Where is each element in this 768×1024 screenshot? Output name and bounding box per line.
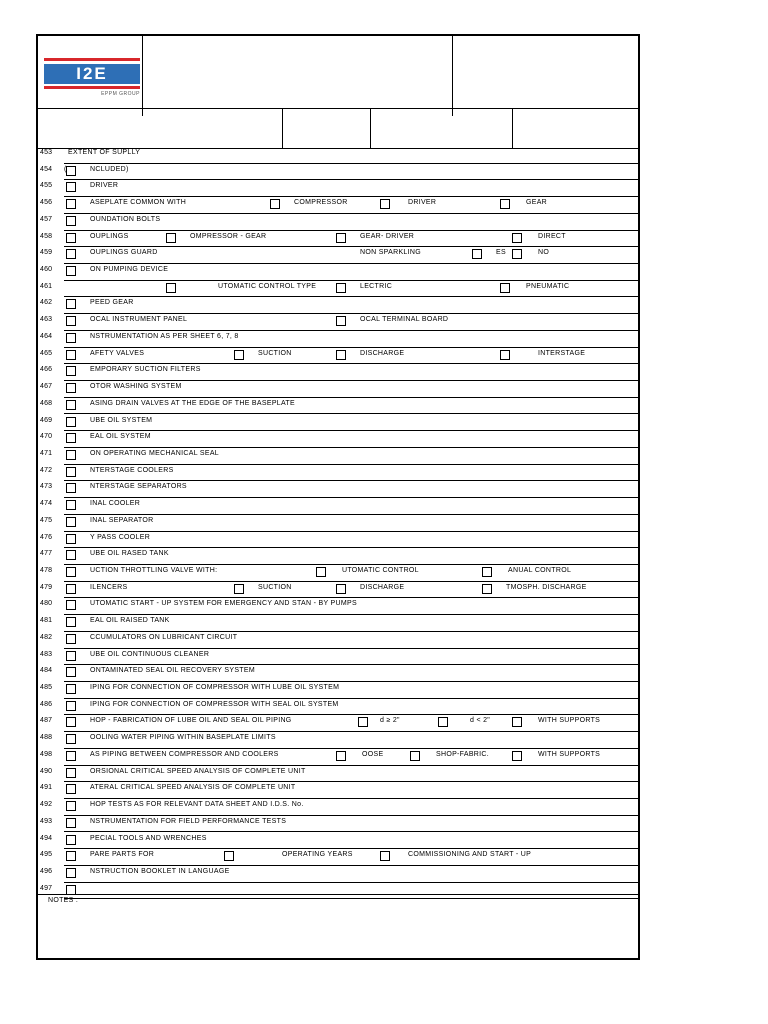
checkbox[interactable] (482, 584, 492, 594)
item-label: NO (538, 249, 550, 257)
checkbox[interactable] (66, 366, 76, 376)
item-label: COMPRESSOR (294, 199, 348, 207)
row-number: 493 (40, 817, 53, 825)
table-row (36, 364, 640, 381)
item-label: ASEPLATE COMMON WITH (90, 199, 187, 207)
checkbox[interactable] (66, 701, 76, 711)
item-label: NCLUDED) (90, 165, 129, 173)
item-label: ASING DRAIN VALVES AT THE EDGE OF THE BASEPLATE (90, 399, 295, 407)
row-number: 479 (40, 583, 53, 591)
item-label: AFETY VALVES (90, 349, 145, 357)
checkbox[interactable] (336, 233, 346, 243)
header-divider-2 (452, 36, 453, 116)
row-number: 461 (40, 282, 53, 290)
table-row (36, 481, 640, 498)
checkbox[interactable] (66, 266, 76, 276)
item-label: ONTAMINATED SEAL OIL RECOVERY SYSTEM (90, 667, 255, 675)
checkbox[interactable] (500, 199, 510, 209)
item-label: NTERSTAGE SEPARATORS (90, 483, 187, 491)
item-label: OUPLINGS (90, 232, 129, 240)
item-label: DRIVER (90, 182, 119, 190)
item-label: SUCTION (258, 583, 292, 591)
checkbox[interactable] (66, 483, 76, 493)
checkbox[interactable] (512, 249, 522, 259)
checkbox[interactable] (66, 534, 76, 544)
item-label: OUPLINGS GUARD (90, 249, 158, 257)
checkbox[interactable] (66, 885, 76, 895)
row-number: 498 (40, 750, 53, 758)
item-label: NSTRUMENTATION AS PER SHEET 6, 7, 8 (90, 332, 239, 340)
item-label: Y PASS COOLER (90, 533, 151, 541)
table-row (36, 849, 640, 866)
checkbox[interactable] (66, 667, 76, 677)
item-label: ON PUMPING DEVICE (90, 266, 169, 274)
checkbox[interactable] (66, 299, 76, 309)
checkbox[interactable] (66, 383, 76, 393)
checkbox[interactable] (66, 835, 76, 845)
item-label: UTOMATIC CONTROL (342, 567, 419, 574)
item-label: EAL OIL SYSTEM (90, 433, 151, 441)
checkbox[interactable] (66, 500, 76, 510)
table-row (36, 264, 640, 281)
item-label: AS PIPING BETWEEN COMPRESSOR AND COOLERS (90, 750, 279, 758)
item-label: INTERSTAGE (538, 349, 586, 357)
table-row (36, 732, 640, 749)
item-label: CCUMULATORS ON LUBRICANT CIRCUIT (90, 633, 238, 641)
checkbox[interactable] (66, 166, 76, 176)
item-label: NON SPARKLING (360, 249, 421, 257)
checkbox[interactable] (66, 868, 76, 878)
item-label: PNEUMATIC (526, 282, 570, 290)
row-number: 473 (40, 483, 53, 491)
table-row (36, 331, 640, 348)
table-row (36, 415, 640, 432)
table-row (36, 348, 640, 365)
checkbox[interactable] (66, 333, 76, 343)
row-number: 466 (40, 366, 53, 374)
row-number: 467 (40, 383, 53, 391)
checkbox[interactable] (472, 249, 482, 259)
item-label: ON OPERATING MECHANICAL SEAL (90, 449, 219, 457)
row-number: 492 (40, 801, 53, 809)
item-label: HOP TESTS AS FOR RELEVANT DATA SHEET AND I.D.S. No. (90, 801, 304, 809)
item-label: OOSE (362, 750, 384, 758)
table-row (36, 565, 640, 582)
table-row (36, 699, 640, 716)
company-logo (44, 56, 140, 116)
row-number: 476 (40, 533, 53, 541)
checkbox[interactable] (234, 584, 244, 594)
row-number: 481 (40, 617, 53, 625)
checkbox[interactable] (380, 199, 390, 209)
item-label: COMMISSIONING AND START - UP (408, 851, 532, 859)
row-number: 477 (40, 550, 53, 558)
checkbox[interactable] (512, 233, 522, 243)
checkbox[interactable] (512, 751, 522, 761)
row-number: 471 (40, 449, 53, 457)
checkbox[interactable] (438, 717, 448, 727)
checkbox[interactable] (224, 851, 234, 861)
item-label: OPERATING YEARS (282, 851, 353, 859)
row-number: 480 (40, 600, 53, 608)
table-row (36, 398, 640, 415)
item-label: ES (496, 249, 506, 257)
item-label: IPING FOR CONNECTION OF COMPRESSOR WITH SEAL OIL SYSTEM (90, 700, 339, 708)
table-row (36, 548, 640, 565)
item-label: ORSIONAL CRITICAL SPEED ANALYSIS OF COMPLETE UNIT (90, 767, 306, 775)
header-divider-3 (282, 108, 283, 148)
row-rule (64, 898, 640, 899)
item-label: EMPORARY SUCTION FILTERS (90, 366, 201, 374)
row-number: 491 (40, 784, 53, 792)
item-label: DIRECT (538, 232, 566, 240)
item-label: NSTRUMENTATION FOR FIELD PERFORMANCE TESTS (90, 817, 287, 825)
row-number: 463 (40, 316, 53, 324)
checkbox[interactable] (270, 199, 280, 209)
item-label: WITH SUPPORTS (538, 750, 601, 758)
checkbox[interactable] (500, 283, 510, 293)
table-row (36, 766, 640, 783)
row-number: 497 (40, 884, 53, 892)
checkbox[interactable] (66, 651, 76, 661)
row-number: 474 (40, 500, 53, 508)
row-number: 475 (40, 516, 53, 524)
checkbox[interactable] (166, 233, 176, 243)
checkbox[interactable] (66, 768, 76, 778)
checkbox[interactable] (66, 684, 76, 694)
checkbox[interactable] (336, 316, 346, 326)
checkbox[interactable] (512, 717, 522, 727)
table-row (36, 281, 640, 298)
row-number: 457 (40, 215, 53, 223)
checkbox[interactable] (66, 233, 76, 243)
checkbox[interactable] (66, 617, 76, 627)
item-label: ATERAL CRITICAL SPEED ANALYSIS OF COMPLETE UNIT (90, 784, 296, 792)
item-label: ILENCERS (90, 583, 128, 591)
item-label: OOLING WATER PIPING WITHIN BASEPLATE LIMITS (90, 734, 276, 742)
row-number: 483 (40, 650, 53, 658)
table-row (36, 682, 640, 699)
table-row (36, 632, 640, 649)
checkbox[interactable] (66, 751, 76, 761)
table-row (36, 715, 640, 732)
checkbox[interactable] (336, 584, 346, 594)
row-number: 470 (40, 433, 53, 441)
item-label: OTOR WASHING SYSTEM (90, 383, 182, 391)
row-number: 494 (40, 834, 53, 842)
row-number: 454 (40, 165, 53, 173)
checkbox[interactable] (66, 450, 76, 460)
table-row (36, 448, 640, 465)
item-label: IPING FOR CONNECTION OF COMPRESSOR WITH LUBE OIL SYSTEM (90, 684, 340, 692)
item-label: UTOMATIC CONTROL TYPE (218, 282, 317, 290)
checkbox[interactable] (500, 350, 510, 360)
item-label: LECTRIC (360, 282, 393, 290)
item-label: PARE PARTS FOR (90, 851, 155, 859)
table-row (36, 314, 640, 331)
item-label: OCAL TERMINAL BOARD (360, 316, 449, 324)
checkbox[interactable] (66, 600, 76, 610)
row-number: 458 (40, 232, 53, 240)
row-number: 462 (40, 299, 53, 307)
table-row (36, 532, 640, 549)
table-row (36, 147, 640, 164)
checkbox[interactable] (482, 567, 492, 577)
checkbox[interactable] (66, 717, 76, 727)
item-label: EAL OIL RAISED TANK (90, 617, 170, 625)
table-row (36, 465, 640, 482)
item-label: WITH SUPPORTS (538, 717, 601, 725)
checkbox[interactable] (66, 249, 76, 259)
checkbox[interactable] (66, 851, 76, 861)
header-divider-4 (370, 108, 371, 148)
checkbox[interactable] (358, 717, 368, 727)
table-row (36, 197, 640, 214)
item-label: SHOP-FABRIC. (436, 750, 489, 758)
row-number: 468 (40, 399, 53, 407)
row-number: 482 (40, 633, 53, 641)
table-row (36, 381, 640, 398)
table-row (36, 498, 640, 515)
item-label: TMOSPH. DISCHARGE (506, 583, 587, 591)
table-row (36, 180, 640, 197)
checkbox[interactable] (336, 751, 346, 761)
item-label: INAL COOLER (90, 500, 141, 508)
table-row (36, 665, 640, 682)
table-row (36, 816, 640, 833)
table-row (36, 649, 640, 666)
logo-text: I2E (44, 64, 140, 84)
row-number: 488 (40, 734, 53, 742)
item-label: DISCHARGE (360, 583, 405, 591)
checkbox[interactable] (66, 784, 76, 794)
row-number: 486 (40, 700, 53, 708)
item-label: UTOMATIC START - UP SYSTEM FOR EMERGENCY AND STAN - BY PUMPS (90, 600, 357, 608)
item-label: UBE OIL CONTINUOUS CLEANER (90, 650, 210, 658)
table-row (36, 782, 640, 799)
header-divider-5 (512, 108, 513, 148)
row-number: 496 (40, 867, 53, 875)
checkbox[interactable] (66, 199, 76, 209)
checkbox[interactable] (66, 350, 76, 360)
table-row (36, 247, 640, 264)
header-divider-1 (142, 36, 143, 116)
checkbox[interactable] (66, 634, 76, 644)
item-label: ANUAL CONTROL (508, 567, 572, 574)
item-label: EXTENT OF SUPLLY (68, 149, 141, 156)
table-row (36, 833, 640, 850)
row-number: 455 (40, 182, 53, 190)
row-number: 484 (40, 667, 53, 675)
item-label: SUCTION (258, 349, 292, 357)
row-number: 490 (40, 767, 53, 775)
item-label: GEAR- DRIVER (360, 232, 415, 240)
item-label: NSTRUCTION BOOKLET IN LANGUAGE (90, 867, 230, 875)
table-row (36, 883, 640, 900)
logo-group-text: EPPM GROUP (101, 91, 140, 97)
checkbox[interactable] (66, 433, 76, 443)
notes-label: NOTES : (48, 897, 79, 904)
table-row (36, 866, 640, 883)
checkbox[interactable] (66, 316, 76, 326)
item-label: OCAL INSTRUMENT PANEL (90, 316, 188, 324)
item-label: d ≥ 2" (380, 717, 400, 725)
row-number: 485 (40, 684, 53, 692)
checkbox[interactable] (336, 283, 346, 293)
item-label: HOP - FABRICATION OF LUBE OIL AND SEAL OIL PIPING (90, 717, 292, 725)
item-label: DISCHARGE (360, 349, 405, 357)
checkbox[interactable] (66, 584, 76, 594)
row-number: 453 (40, 149, 53, 156)
item-label: PEED GEAR (90, 299, 134, 307)
table-row (36, 749, 640, 766)
row-number: 472 (40, 466, 53, 474)
item-label: OUNDATION BOLTS (90, 215, 161, 223)
item-label: ( (64, 165, 67, 173)
checkbox[interactable] (66, 550, 76, 560)
row-number: 495 (40, 851, 53, 859)
table-row (36, 231, 640, 248)
table-row (36, 214, 640, 231)
table-row (36, 431, 640, 448)
checkbox[interactable] (336, 350, 346, 360)
table-row (36, 598, 640, 615)
table-row (36, 297, 640, 314)
row-number: 464 (40, 332, 53, 340)
checkbox[interactable] (410, 751, 420, 761)
checkbox[interactable] (66, 400, 76, 410)
checkbox[interactable] (66, 182, 76, 192)
table-row (36, 582, 640, 599)
checkbox[interactable] (66, 734, 76, 744)
item-label: OMPRESSOR - GEAR (190, 232, 267, 240)
row-number: 487 (40, 717, 53, 725)
item-label: UBE OIL RASED TANK (90, 550, 169, 558)
row-number: 478 (40, 567, 53, 574)
row-number: 456 (40, 199, 53, 207)
item-label: GEAR (526, 199, 548, 207)
item-label: UBE OIL SYSTEM (90, 416, 153, 424)
checkbox[interactable] (234, 350, 244, 360)
checkbox[interactable] (166, 283, 176, 293)
item-label: UCTION THROTTLING VALVE WITH: (90, 567, 218, 574)
item-label: INAL SEPARATOR (90, 516, 154, 524)
table-row (36, 515, 640, 532)
checkbox[interactable] (66, 567, 76, 577)
item-label: d < 2" (470, 717, 491, 725)
checkbox[interactable] (66, 467, 76, 477)
item-label: NTERSTAGE COOLERS (90, 466, 174, 474)
checkbox[interactable] (316, 567, 326, 577)
checkbox[interactable] (66, 216, 76, 226)
row-number: 460 (40, 266, 53, 274)
item-label: DRIVER (408, 199, 437, 207)
checkbox[interactable] (66, 818, 76, 828)
checkbox[interactable] (380, 851, 390, 861)
table-row (36, 164, 640, 181)
table-row (36, 615, 640, 632)
checkbox[interactable] (66, 517, 76, 527)
checkbox[interactable] (66, 417, 76, 427)
table-row (36, 799, 640, 816)
row-number: 465 (40, 349, 53, 357)
checkbox[interactable] (66, 801, 76, 811)
row-number: 469 (40, 416, 53, 424)
row-number: 459 (40, 249, 53, 257)
item-label: PECIAL TOOLS AND WRENCHES (90, 834, 207, 842)
